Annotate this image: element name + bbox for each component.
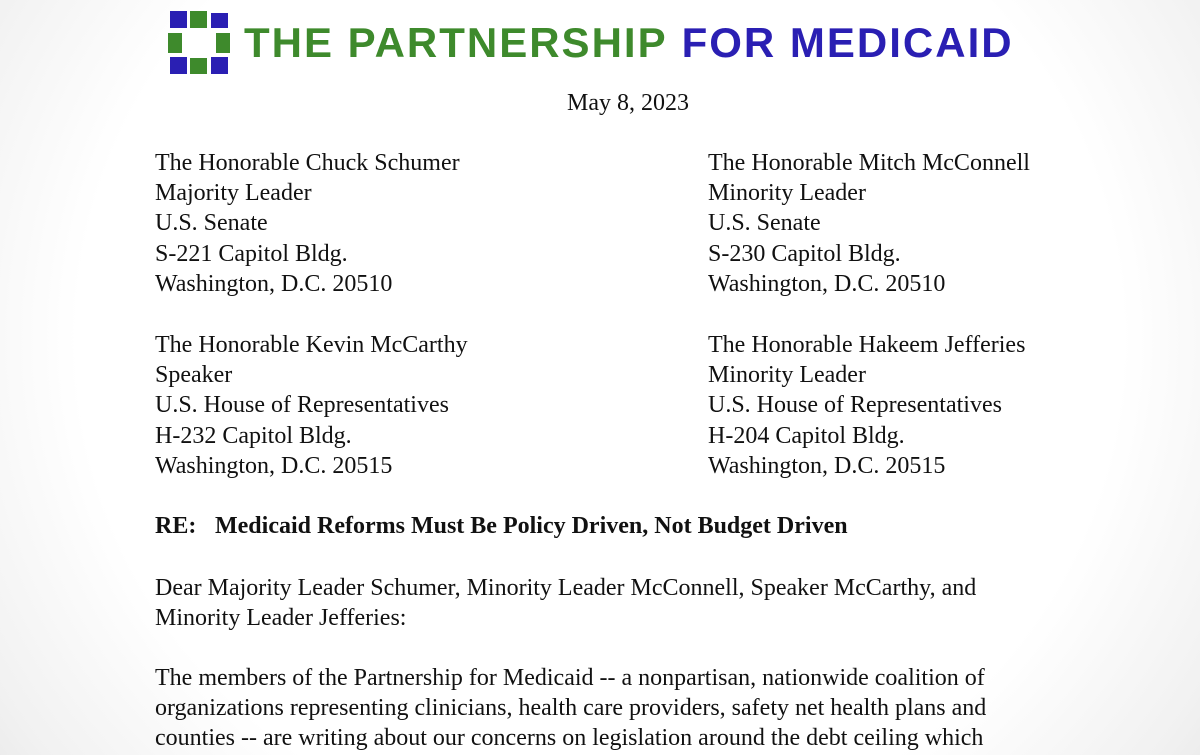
- addressee-body: U.S. Senate: [155, 210, 268, 237]
- body-line: organizations representing clinicians, health care providers, safety net health plans and: [155, 695, 987, 722]
- addressee-office: S-221 Capitol Bldg.: [155, 240, 348, 267]
- addressee-name: The Honorable Mitch McConnell: [708, 150, 1030, 176]
- salutation-line: Dear Majority Leader Schumer, Minority Leader McConnell, Speaker McCarthy, and: [155, 575, 977, 601]
- addressee-block-jefferies: [708, 330, 1025, 481]
- organization-name: [244, 10, 1014, 76]
- addressee-office: S-230 Capitol Bldg.: [708, 240, 901, 267]
- subject-label: RE:: [155, 513, 197, 539]
- brand-name-part1: THE PARTNERSHIP: [244, 19, 668, 66]
- addressee-city: Washington, D.C. 20515: [155, 452, 393, 479]
- salutation-line: Minority Leader Jefferies:: [155, 605, 407, 632]
- addressee-block-mcconnell: [708, 148, 1030, 299]
- addressee-city: Washington, D.C. 20510: [155, 270, 393, 297]
- addressee-name: The Honorable Chuck Schumer: [155, 150, 460, 176]
- body-line: counties -- are writing about our concerns on legislation around the debt ceiling which: [155, 725, 984, 752]
- subject-text: Medicaid Reforms Must Be Policy Driven, Not Budget Driven: [215, 513, 848, 539]
- addressee-city: Washington, D.C. 20515: [708, 452, 946, 479]
- letterhead: [166, 10, 1014, 76]
- addressee-city: Washington, D.C. 20510: [708, 270, 946, 297]
- addressee-name: The Honorable Hakeem Jefferies: [708, 332, 1026, 358]
- addressee-title: Minority Leader: [708, 180, 866, 207]
- addressee-body: U.S. House of Representatives: [708, 392, 1002, 419]
- letter-date: May 8, 2023: [567, 90, 689, 116]
- addressee-title: Majority Leader: [155, 180, 312, 207]
- brand-name-part2: FOR MEDICAID: [681, 19, 1014, 66]
- salutation: [155, 573, 1075, 633]
- addressee-body: U.S. House of Representatives: [155, 392, 449, 419]
- addressee-title: Minority Leader: [708, 362, 866, 389]
- addressee-block-schumer: [155, 148, 460, 299]
- body-paragraph: [155, 663, 1075, 754]
- addressee-name: The Honorable Kevin McCarthy: [155, 332, 468, 358]
- addressee-office: H-204 Capitol Bldg.: [708, 422, 905, 449]
- body-line: The members of the Partnership for Medicaid -- a nonpartisan, nationwide coalition of: [155, 665, 985, 691]
- addressee-title: Speaker: [155, 362, 233, 389]
- addressee-block-mccarthy: [155, 330, 468, 481]
- partnership-logo-icon: [166, 10, 232, 76]
- addressee-body: U.S. Senate: [708, 210, 821, 237]
- addressee-office: H-232 Capitol Bldg.: [155, 422, 352, 449]
- subject-line: [155, 511, 848, 541]
